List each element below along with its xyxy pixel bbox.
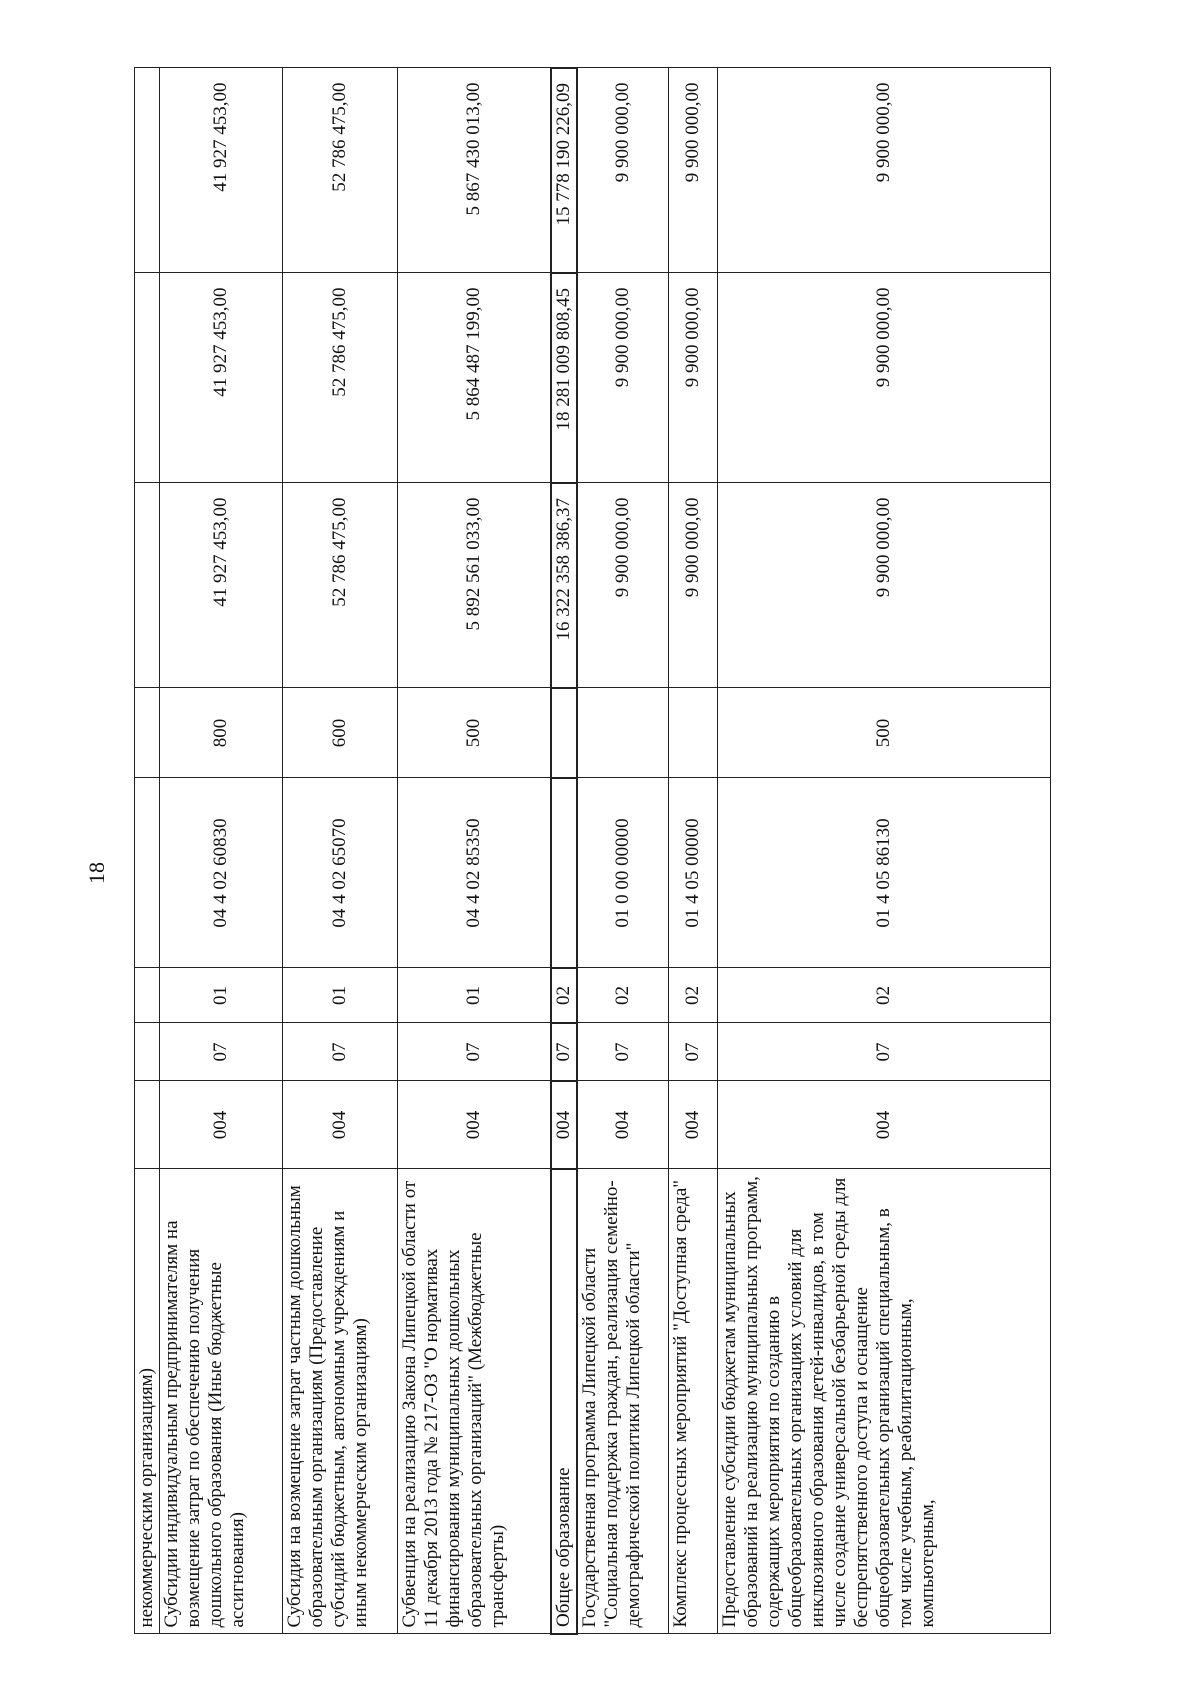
row-name: Комплекс процессных мероприятий "Доступная среда" [669, 1169, 718, 1634]
amount-year-1: 9 900 000,00 [718, 483, 1051, 688]
table-row [283, 68, 398, 1634]
expense-type-code [135, 688, 160, 778]
table-row [577, 68, 669, 1634]
section-code: 07 [669, 1023, 718, 1081]
expense-type-code [551, 688, 577, 778]
expense-type-code [669, 688, 718, 778]
amount-year-3: 15 778 190 226,09 [551, 68, 577, 273]
target-article-code [135, 778, 160, 968]
target-article-code: 01 0 00 00000 [577, 778, 669, 968]
expense-type-code: 800 [160, 688, 283, 778]
ministry-code: 004 [283, 1081, 398, 1169]
subsection-code: 01 [398, 968, 552, 1023]
target-article-code: 04 4 02 60830 [160, 778, 283, 968]
amount-year-3: 9 900 000,00 [718, 68, 1051, 273]
amount-year-2: 52 786 475,00 [283, 273, 398, 483]
section-code: 07 [718, 1023, 1051, 1081]
subsection-code: 02 [577, 968, 669, 1023]
table-row [160, 68, 283, 1634]
subsection-code: 02 [669, 968, 718, 1023]
row-name: Субсидия на возмещение затрат частным дошкольным образовательным организациям (Предоставление субсидий бюджетным, автономным учреждениям и иным некоммерческим организациям) [283, 1169, 398, 1634]
ministry-code: 004 [577, 1081, 669, 1169]
row-name: Государственная программа Липецкой области "Социальная поддержка граждан, реализация семейно-демографической политики Липецкой области" [577, 1169, 669, 1634]
amount-year-1: 41 927 453,00 [160, 483, 283, 688]
subsection-code [135, 968, 160, 1023]
table-row [669, 68, 718, 1634]
amount-year-2 [135, 273, 160, 483]
subsection-code: 02 [551, 968, 577, 1023]
amount-year-2: 9 900 000,00 [577, 273, 669, 483]
ministry-code: 004 [669, 1081, 718, 1169]
amount-year-2: 9 900 000,00 [718, 273, 1051, 483]
amount-year-2: 9 900 000,00 [669, 273, 718, 483]
expense-type-code: 500 [718, 688, 1051, 778]
ministry-code: 004 [551, 1081, 577, 1169]
amount-year-3: 52 786 475,00 [283, 68, 398, 273]
amount-year-3: 41 927 453,00 [160, 68, 283, 273]
table-row [398, 68, 552, 1634]
row-name: Субвенция на реализацию Закона Липецкой области от 11 декабря 2013 года № 217-ОЗ "О нормативах финансирования муниципальных дошкольных образовательных организаций" (Межбюджетные трансферты) [398, 1169, 552, 1634]
amount-year-2: 41 927 453,00 [160, 273, 283, 483]
page-number: 18 [84, 862, 109, 884]
section-code: 07 [551, 1023, 577, 1081]
ministry-code: 004 [160, 1081, 283, 1169]
amount-year-3: 9 900 000,00 [577, 68, 669, 273]
subsection-code: 01 [283, 968, 398, 1023]
amount-year-1: 52 786 475,00 [283, 483, 398, 688]
amount-year-3 [135, 68, 160, 273]
table-row [551, 68, 577, 1634]
table-row [135, 68, 160, 1634]
section-code: 07 [577, 1023, 669, 1081]
ministry-code [135, 1081, 160, 1169]
target-article-code: 01 4 05 00000 [669, 778, 718, 968]
amount-year-1: 16 322 358 386,37 [551, 483, 577, 688]
target-article-code: 01 4 05 86130 [718, 778, 1051, 968]
amount-year-1: 9 900 000,00 [577, 483, 669, 688]
row-name: Субсидии индивидуальным предпринимателям на возмещение затрат по обеспечению получения дошкольного образования (Иные бюджетные ассигнования) [160, 1169, 283, 1634]
row-name: Предоставление субсидии бюджетам муниципальных образований на реализацию муниципальных программ, содержащих мероприятия по созданию в общеобразовательных организациях условий для инклюзивного образования детей-инвалидов, в том числе создание универсальной безбарьерной среды для беспрепятственного доступа и оснащение общеобразовательных организаций специальным, в том числе учебным, реабилитационным, компьютерным, [718, 1169, 1051, 1634]
subsection-code: 02 [718, 968, 1051, 1023]
amount-year-2: 5 864 487 199,00 [398, 273, 552, 483]
expense-type-code [577, 688, 669, 778]
row-name: некоммерческим организациям) [135, 1169, 160, 1634]
amount-year-3: 9 900 000,00 [669, 68, 718, 273]
ministry-code: 004 [718, 1081, 1051, 1169]
target-article-code [551, 778, 577, 968]
rotated-page-content [80, 69, 1080, 1635]
row-name: Общее образование [551, 1169, 577, 1634]
section-code: 07 [283, 1023, 398, 1081]
section-code [135, 1023, 160, 1081]
subsection-code: 01 [160, 968, 283, 1023]
amount-year-1 [135, 483, 160, 688]
target-article-code: 04 4 02 65070 [283, 778, 398, 968]
expense-type-code: 500 [398, 688, 552, 778]
target-article-code: 04 4 02 85350 [398, 778, 552, 968]
table-row [718, 68, 1051, 1634]
budget-table [134, 67, 1051, 1635]
amount-year-1: 5 892 561 033,00 [398, 483, 552, 688]
amount-year-1: 9 900 000,00 [669, 483, 718, 688]
amount-year-2: 18 281 009 808,45 [551, 273, 577, 483]
ministry-code: 004 [398, 1081, 552, 1169]
amount-year-3: 5 867 430 013,00 [398, 68, 552, 273]
expense-type-code: 600 [283, 688, 398, 778]
section-code: 07 [398, 1023, 552, 1081]
section-code: 07 [160, 1023, 283, 1081]
